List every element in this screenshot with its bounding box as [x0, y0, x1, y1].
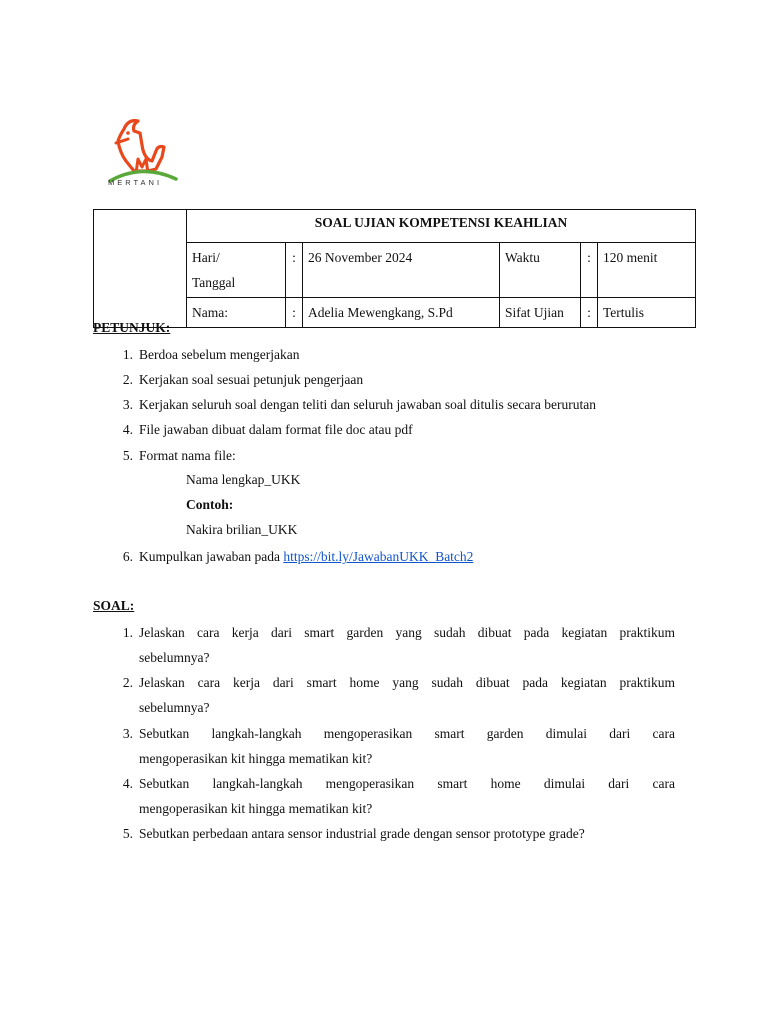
colon: :	[581, 298, 598, 328]
blank-cell	[94, 210, 187, 328]
logo-wordmark: MERTANI	[108, 178, 163, 187]
exam-title: SOAL UJIAN KOMPETENSI KEAHLIAN	[187, 210, 696, 243]
petunjuk-heading: PETUNJUK:	[93, 320, 171, 335]
soal-heading: SOAL:	[93, 598, 135, 613]
example-value: Nakira brilian_UKK	[186, 522, 298, 537]
date-value: 26 November 2024	[303, 243, 500, 298]
submission-link[interactable]: https://bit.ly/JawabanUKK_Batch2	[283, 549, 474, 564]
time-label: Waktu	[500, 243, 581, 298]
type-value: Tertulis	[598, 298, 696, 328]
colon: :	[581, 243, 598, 298]
time-value: 120 menit	[598, 243, 696, 298]
format-name: Nama lengkap_UKK	[186, 472, 301, 487]
exam-info-table	[93, 209, 696, 328]
example-label: Contoh:	[186, 497, 234, 512]
date-label: Hari/ Tanggal	[187, 243, 286, 298]
colon: :	[286, 298, 303, 328]
type-label: Sifat Ujian	[500, 298, 581, 328]
name-label: Nama:	[187, 298, 286, 328]
name-value: Adelia Mewengkang, S.Pd	[303, 298, 500, 328]
colon: :	[286, 243, 303, 298]
